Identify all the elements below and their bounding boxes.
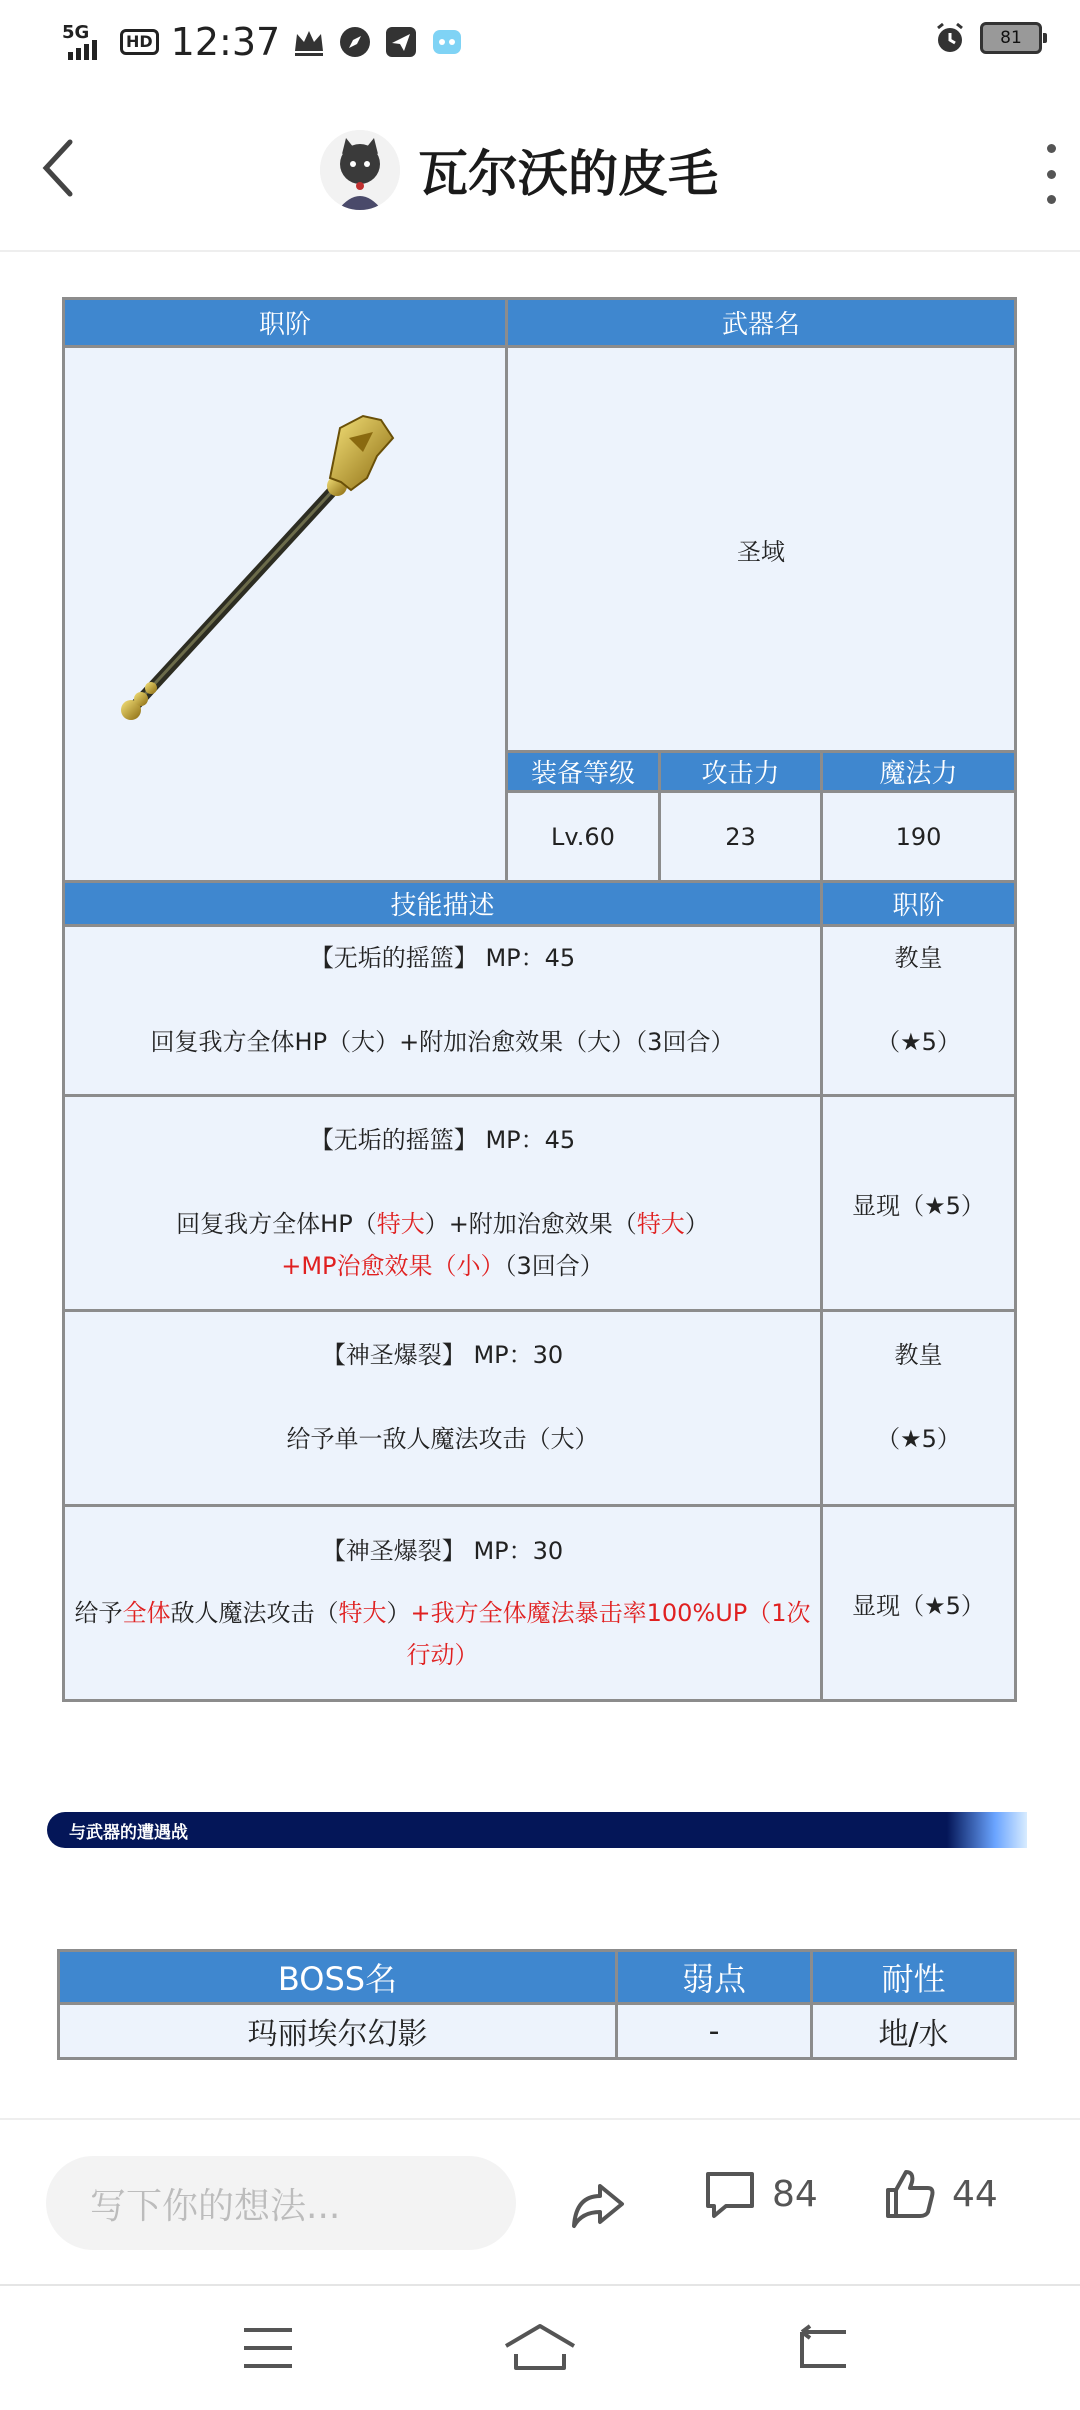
skill-description: [64, 926, 822, 1096]
skill-name: 【神圣爆裂】 MP：30: [321, 1537, 564, 1565]
section-banner: [47, 1812, 1027, 1848]
app-notification-icon: [430, 25, 464, 59]
skill-name: 【无垢的摇篮】 MP：45: [309, 943, 576, 972]
skill-desc: 回复我方全体HP（大）+附加治愈效果（大）（3回合）: [150, 1027, 735, 1056]
magic-header: 魔法力: [822, 752, 1016, 792]
boss-resistance: 地/水: [812, 2004, 1016, 2059]
clock: 12:37: [170, 20, 281, 64]
boss-name: 玛丽埃尔幻影: [59, 2004, 617, 2059]
title-wrap: [320, 128, 718, 212]
level-value: Lv.60: [507, 792, 660, 882]
skill-job: 显现（★5）: [822, 1096, 1016, 1311]
skills-header: 技能描述: [64, 882, 822, 926]
level-header: 装备等级: [507, 752, 660, 792]
thumbs-up-icon: [882, 2166, 938, 2222]
comment-button[interactable]: [702, 2166, 818, 2222]
battery-icon: 81: [980, 22, 1042, 54]
skill-description: [64, 1311, 822, 1506]
back-button[interactable]: [40, 136, 100, 200]
alarm-icon: [934, 22, 966, 54]
boss-weakness: -: [617, 2004, 812, 2059]
skill-name: 【神圣爆裂】 MP：30: [321, 1341, 564, 1369]
skill-job: 教皇 （★5）: [822, 1311, 1016, 1506]
system-nav-bar: [0, 2284, 1080, 2410]
compass-icon: [338, 25, 372, 59]
weapon-table: [62, 297, 1017, 1702]
crown-icon: [292, 25, 326, 59]
share-button[interactable]: [566, 2172, 630, 2236]
home-icon[interactable]: [500, 2320, 580, 2376]
like-button[interactable]: [882, 2166, 998, 2222]
skill-desc: 给予单一敌人魔法攻击（大）: [286, 1425, 599, 1453]
menu-icon[interactable]: [240, 2324, 296, 2372]
hd-icon: HD: [120, 29, 159, 55]
network-type: 5G: [62, 22, 90, 43]
signal-icon: [62, 22, 108, 62]
more-options-button[interactable]: [1036, 144, 1066, 204]
boss-table: [57, 1949, 1017, 2060]
skill-job: 显现（★5）: [822, 1506, 1016, 1701]
bottom-action-bar: [0, 2118, 1080, 2286]
status-left: [62, 18, 464, 66]
attack-value: 23: [660, 792, 822, 882]
resistance-header: 耐性: [812, 1951, 1016, 2004]
skills-job-header: 职阶: [822, 882, 1016, 926]
weakness-header: 弱点: [617, 1951, 812, 2004]
job-header: 职阶: [64, 299, 507, 347]
weapon-image-cell: [64, 347, 507, 882]
staff-image: [105, 408, 435, 738]
nav-back-icon[interactable]: [790, 2324, 850, 2372]
banner-label: 与武器的遭遇战: [69, 1823, 188, 1843]
skill-description: 【无垢的摇篮】 MP：45 回复我方全体HP（特大）+附加治愈效果（特大）+MP治愈效果（小）（3回合）: [64, 1096, 822, 1311]
skill-description: 【神圣爆裂】 MP：30 给予全体敌人魔法攻击（特大）+我方全体魔法暴击率100%UP（1次行动）: [64, 1506, 822, 1701]
comment-icon: [702, 2166, 758, 2222]
skill-job: 教皇 （★5）: [822, 926, 1016, 1096]
status-right: [934, 22, 1042, 54]
like-count: 44: [952, 2173, 998, 2215]
weapon-name-header: 武器名: [507, 299, 1016, 347]
status-bar: [0, 0, 1080, 84]
weapon-name-cell: 圣域: [507, 347, 1016, 752]
boss-name-header: BOSS名: [59, 1951, 617, 2004]
magic-value: 190: [822, 792, 1016, 882]
page-title: 瓦尔沃的皮毛: [418, 145, 718, 203]
comment-count: 84: [772, 2173, 818, 2215]
title-bar: [0, 84, 1080, 252]
attack-header: 攻击力: [660, 752, 822, 792]
comment-input[interactable]: 写下你的想法...: [46, 2156, 516, 2250]
avatar[interactable]: [320, 130, 400, 210]
skill-name: 【无垢的摇篮】 MP：45: [309, 1126, 576, 1154]
send-icon: [384, 25, 418, 59]
